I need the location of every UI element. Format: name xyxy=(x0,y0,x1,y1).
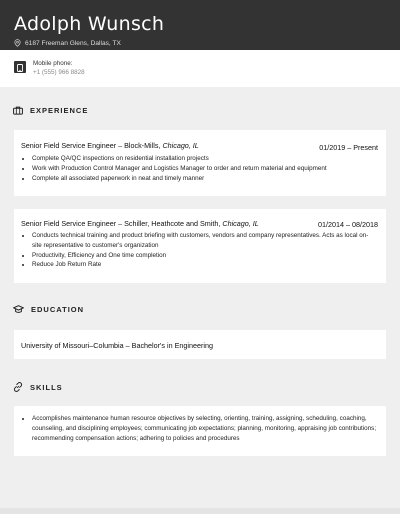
location: Chicago, IL xyxy=(222,219,259,228)
job-title-line xyxy=(21,219,259,228)
page-bottom-edge xyxy=(0,508,400,514)
list-item: • Complete all associated paperwork in neat and timely manner xyxy=(32,174,377,184)
education-card xyxy=(14,330,386,359)
phone-icon xyxy=(14,61,26,73)
experience-heading-text: EXPERIENCE xyxy=(30,106,89,115)
school: University of Missouri–Columbia xyxy=(21,341,124,350)
resume-header xyxy=(0,0,400,50)
experience-card-2 xyxy=(14,209,386,283)
list-item: • Complete QA/QC inspections on residential installation projects xyxy=(32,154,377,164)
list-item: • Conducts technical training and product briefing with customers, vendors and company representatives. Acts as local on-site representative to customer's organization xyxy=(32,231,377,251)
list-item: • Work with Production Control Manager and Logistics Manager to order and return material and equipment xyxy=(32,164,377,174)
experience-card-1 xyxy=(14,130,386,196)
separator: – xyxy=(118,141,123,150)
skills-card xyxy=(14,406,386,456)
company: Block-Mills, xyxy=(124,141,161,150)
experience-heading xyxy=(13,106,88,115)
skills-heading-text: SKILLS xyxy=(30,382,63,392)
graduation-cap-icon xyxy=(13,305,24,314)
list-item: • Productivity, Efficiency and One time completion xyxy=(32,251,377,261)
job-title-line xyxy=(21,141,199,150)
phone-label: Mobile phone: xyxy=(33,60,73,67)
briefcase-icon xyxy=(13,106,23,115)
list-item: • Accomplishes maintenance human resource objectives by selecting, orienting, training, assigning, scheduling, coaching, counseling, and disciplining employees; communicating job expectations; planning, monitoring, appraising job contributions; recommending compensation actions; adhering to policies and procedures xyxy=(32,414,377,443)
separator: – xyxy=(118,219,123,228)
skills-heading xyxy=(13,382,63,392)
company: Schiller, Heathcote and Smith, xyxy=(124,219,221,228)
job-dates: 01/2019 – Present xyxy=(319,143,378,152)
separator: – xyxy=(125,341,130,350)
skills-bullets xyxy=(21,414,377,443)
job-title: Senior Field Service Engineer xyxy=(21,141,117,150)
link-icon xyxy=(13,382,23,392)
education-line xyxy=(21,341,213,350)
location: Chicago, IL xyxy=(162,141,199,150)
candidate-name: Adolph Wunsch xyxy=(14,13,165,35)
job-title: Senior Field Service Engineer xyxy=(21,219,117,228)
job-bullets xyxy=(21,154,377,183)
list-item: • Reduce Job Return Rate xyxy=(32,260,377,270)
education-heading-text: EDUCATION xyxy=(31,305,85,314)
job-bullets xyxy=(21,231,377,270)
address-line xyxy=(14,39,121,47)
degree: Bachelor's in Engineering xyxy=(131,341,213,350)
education-heading xyxy=(13,305,84,314)
address-text: 6187 Freeman Glens, Dallas, TX xyxy=(25,39,121,47)
job-dates: 01/2014 – 08/2018 xyxy=(318,220,378,229)
phone-value: +1 (555) 966 8828 xyxy=(33,69,85,76)
map-pin-icon xyxy=(14,39,21,47)
